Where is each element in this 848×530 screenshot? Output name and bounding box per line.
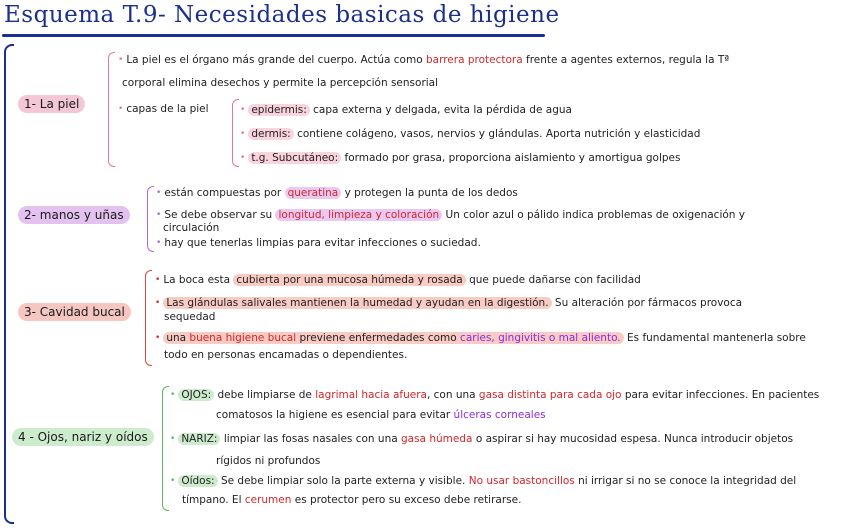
nariz-label: NARIZ: (178, 433, 220, 445)
oidos-text-bastoncillos: No usar bastoncillos (468, 475, 575, 487)
ojos-text-a: debe limpiarse de (217, 389, 312, 401)
bucal-line-4: • una buena higiene bucal previene enfermedades como caries, gingivitis o mal aliento. Es fundamental mantenerla sobre (155, 332, 806, 344)
main-brace (4, 44, 14, 524)
bucal-line-3: sequedad (164, 311, 216, 323)
bucal-text-4a: una (166, 332, 187, 344)
piel-text-barrera: barrera protectora (425, 54, 523, 66)
subcutaneo-label: t.g. Subcutáneo: (248, 152, 341, 164)
piel-line-capas: • capas de la piel (118, 103, 209, 115)
bucal-text-buena-higiene: buena higiene bucal (189, 332, 297, 344)
brace-ojos (162, 386, 169, 511)
ojos-text-b: , con una (426, 389, 476, 401)
ojos-line-1: • OJOS: debe limpiarse de lagrimal hacia afuera, con una gasa distinta para cada ojo para evitar infecciones. En pacientes (170, 389, 820, 401)
nariz-line-2: rígidos ni profundos (216, 455, 321, 467)
nariz-text-b: o aspirar si hay mucosidad espesa. Nunca introducir objetos (475, 433, 794, 445)
oidos-label: Oídos: (178, 475, 217, 487)
dermis-text: contiene colágeno, vasos, nervios y glándulas. Aporta nutrición y elasticidad (297, 128, 701, 140)
oidos-text-a: Se debe limpiar solo la parte externa y visible. (220, 475, 466, 487)
brace-capas (232, 99, 239, 167)
oidos-text-b: ni irrigar si no se conoce la integridad del (578, 475, 797, 487)
manos-text-1a: están compuestas por (164, 187, 282, 199)
manos-text-longitud: longitud, limpieza y coloración (275, 209, 442, 221)
oidos-text-l2b: es protector pero su exceso debe retirarse. (294, 494, 522, 506)
bucal-text-1b: que puede dañarse con facilidad (469, 274, 641, 286)
ojos-label: OJOS: (178, 389, 214, 401)
bucal-line-1: • La boca esta cubierta por una mucosa húmeda y rosada que puede dañarse con facilidad (155, 274, 641, 286)
oidos-line-1: • Oídos: Se debe limpiar solo la parte externa y visible. No usar bastoncillos ni irrigar si no se conoce la integridad del (170, 475, 797, 487)
ojos-line-2 (216, 408, 546, 423)
epidermis-label: epidermis: (248, 104, 309, 116)
bucal-line-2: • Las glándulas salivales mantienen la humedad y ayudan en la digestión. Su alteración por fármacos provoca (155, 297, 743, 309)
manos-line-1: • están compuestas por queratina y protegen la punta de los dedos (156, 187, 518, 199)
nariz-text-a: limpiar las fosas nasales con una (223, 433, 398, 445)
brace-manos (147, 186, 154, 252)
bucal-text-glandulas: Las glándulas salivales mantienen la humedad y ayudan en la digestión. (163, 297, 551, 309)
ojos-text-l2a: comatosos la higiene es esencial para evitar (216, 409, 451, 421)
manos-text-2b: Un color azul o pálido indica problemas de oxigenación y (445, 209, 745, 221)
manos-line-2: • Se debe observar su longitud, limpieza y coloración Un color azul o pálido indica problemas de oxigenación y (156, 209, 745, 221)
nariz-text-gasa: gasa húmeda (401, 433, 473, 445)
manos-text-queratina: queratina (285, 187, 342, 199)
brace-piel (108, 52, 115, 167)
bucal-line-5: todo en personas encamadas o dependientes. (164, 349, 408, 361)
ojos-text-lagrimal: lagrimal hacia afuera (315, 389, 427, 401)
piel-subcutaneo: • t.g. Subcutáneo: formado por grasa, proporciona aislamiento y amortigua golpes (240, 152, 681, 164)
bucal-text-mucosa: cubierta por una mucosa húmeda y rosada (233, 274, 465, 286)
piel-text-1b: frente a agentes externos, regula la Tª (526, 54, 730, 66)
manos-line-3: circulación (163, 222, 220, 234)
section-label-bucal: 3- Cavidad bucal (18, 303, 131, 321)
dermis-label: dermis: (248, 128, 293, 140)
subcutaneo-text: formado por grasa, proporciona aislamiento y amortigua golpes (344, 152, 681, 164)
epidermis-text: capa externa y delgada, evita la pérdida de agua (313, 104, 572, 116)
manos-text-4: hay que tenerlas limpias para evitar infecciones o suciedad. (164, 237, 481, 249)
piel-epidermis: • epidermis: capa externa y delgada, evita la pérdida de agua (240, 104, 572, 116)
ojos-text-c: para evitar infecciones. En pacientes (624, 389, 820, 401)
piel-line-1: • La piel es el órgano más grande del cuerpo. Actúa como barrera protectora frente a agentes externos, regula la Tª (118, 54, 730, 66)
oidos-line-2 (182, 493, 521, 508)
ojos-text-ulceras: úlceras corneales (453, 409, 546, 421)
brace-bucal (145, 270, 152, 366)
page-title: Esquema T.9- Necesidades basicas de higiene (4, 2, 560, 28)
bucal-text-1a: La boca esta (163, 274, 231, 286)
nariz-line-1: • NARIZ: limpiar las fosas nasales con una gasa húmeda o aspirar si hay mucosidad espesa. Nunca introducir objetos (170, 433, 794, 445)
oidos-text-cerumen: cerumen (244, 494, 292, 506)
bucal-text-4b: Es fundamental mantenerla sobre (627, 332, 806, 344)
piel-line-2: corporal elimina desechos y permite la percepción sensorial (122, 77, 439, 89)
title-underline (2, 34, 545, 37)
bucal-text-2b: Su alteración por fármacos provoca (554, 297, 743, 309)
section-label-ojos: 4 - Ojos, nariz y oídos (12, 428, 154, 446)
bucal-text-4mid: previene enfermedades como (299, 332, 457, 344)
section-label-manos: 2- manos y uñas (18, 206, 130, 224)
piel-text-1a: La piel es el órgano más grande del cuerpo. Actúa como (126, 54, 423, 66)
manos-text-1b: y protegen la punta de los dedos (344, 187, 518, 199)
manos-line-4: • hay que tenerlas limpias para evitar infecciones o suciedad. (156, 237, 481, 249)
bucal-text-caries: caries, gingivitis o mal aliento. (460, 332, 621, 344)
manos-text-2a: Se debe observar su (164, 209, 273, 221)
section-label-piel: 1- La piel (18, 95, 85, 113)
piel-text-capas: capas de la piel (126, 103, 209, 115)
oidos-text-l2a: tímpano. El (182, 494, 242, 506)
piel-dermis: • dermis: contiene colágeno, vasos, nervios y glándulas. Aporta nutrición y elasticidad (240, 128, 701, 140)
ojos-text-gasa: gasa distinta para cada ojo (478, 389, 622, 401)
bucal-highlight-higiene (163, 332, 623, 344)
